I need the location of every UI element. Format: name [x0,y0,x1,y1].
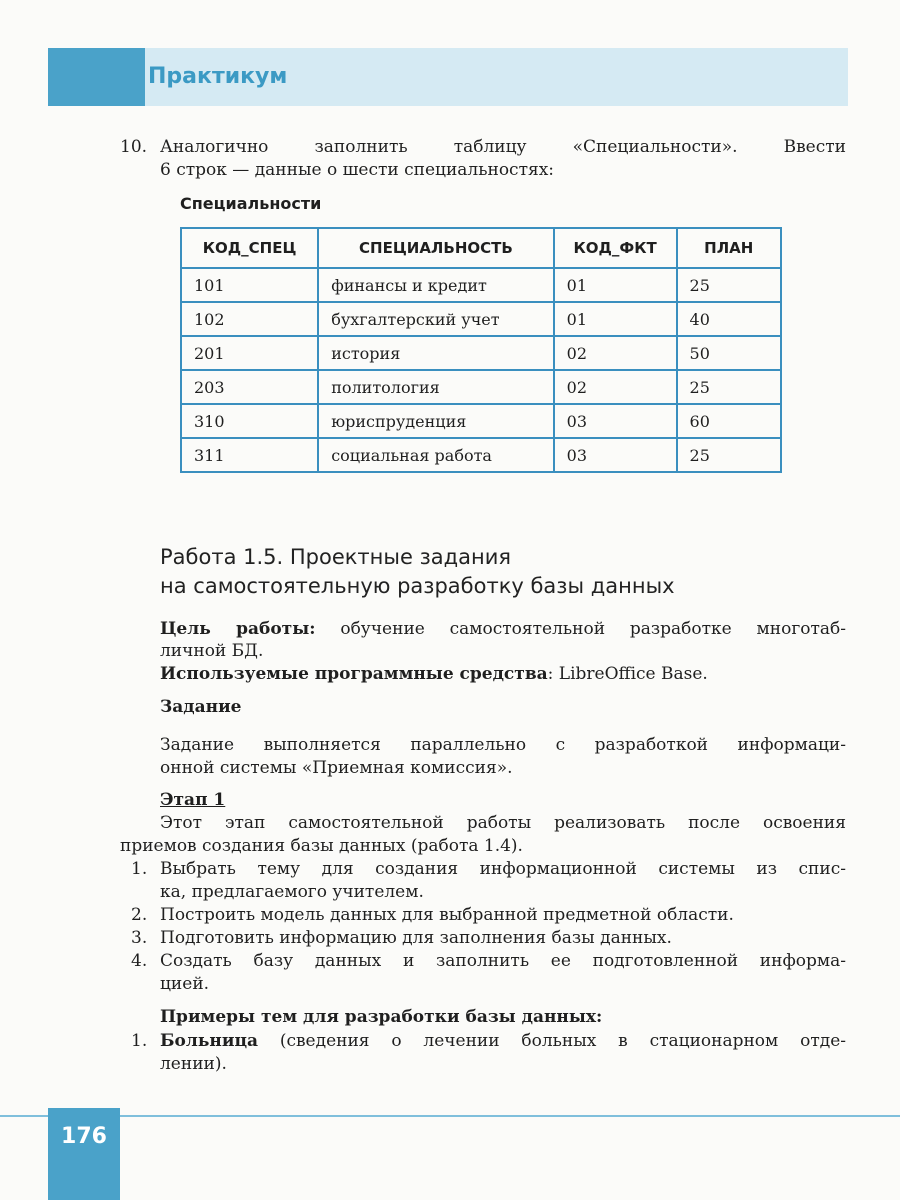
task-text-1: Задание выполняется параллельно с разработкой информаци- [160,735,846,755]
cell-specialty: социальная работа [318,438,553,472]
column-header: КОД_СПЕЦ [181,228,318,268]
cell-specialty: юриспруденция [318,404,553,438]
cell-code: 102 [181,302,318,336]
column-header: СПЕЦИАЛЬНОСТЬ [318,228,553,268]
stage-text-2: приемов создания базы данных (работа 1.4). [120,836,523,856]
stage-text-1: Этот этап самостоятельной работы реализовать после освоения [160,813,846,833]
example-line-2: лении). [160,1054,227,1074]
cell-faculty: 03 [554,438,677,472]
example-text: (сведения о лечении больных в стационарном отде- [258,1031,846,1051]
work-title-line-2: на самостоятельную разработку базы данных [160,574,675,598]
specialties-table [180,227,782,473]
section-title: Практикум [148,64,288,89]
cell-specialty: бухгалтерский учет [318,302,553,336]
table-row [181,302,781,336]
cell-specialty: история [318,336,553,370]
cell-faculty: 01 [554,302,677,336]
task-heading: Задание [160,697,242,717]
cell-code: 101 [181,268,318,302]
goal-line-1 [160,618,846,640]
step-number: 3. [131,928,148,948]
step-number: 4. [131,951,148,971]
task-number: 10. [120,137,148,157]
table-row [181,438,781,472]
cell-faculty: 03 [554,404,677,438]
step-line-1: Построить модель данных для выбранной предметной области. [160,905,734,925]
cell-specialty: финансы и кредит [318,268,553,302]
column-header: ПЛАН [677,228,781,268]
step-line-1: Подготовить информацию для заполнения базы данных. [160,928,672,948]
cell-plan: 60 [677,404,781,438]
work-title [160,543,675,601]
goal-line-2: личной БД. [160,641,264,661]
tools-label: Используемые программные средства [160,664,548,684]
cell-faculty: 01 [554,268,677,302]
example-label: Больница [160,1031,259,1051]
example-line-1 [160,1030,846,1052]
cell-code: 311 [181,438,318,472]
cell-code: 201 [181,336,318,370]
tools-line [160,663,708,685]
cell-plan: 25 [677,268,781,302]
page-number-box [48,1108,120,1200]
header-accent [48,48,145,106]
table-row [181,370,781,404]
cell-plan: 50 [677,336,781,370]
step-line-1: Создать базу данных и заполнить ее подготовленной информа- [160,951,846,971]
table-header-row [181,228,781,268]
step-number: 2. [131,905,148,925]
step-number: 1. [131,859,148,879]
step-line-2: ка, предлагаемого учителем. [160,882,424,902]
task-text-2: онной системы «Приемная комиссия». [160,758,513,778]
work-title-line-1: Работа 1.5. Проектные задания [160,545,512,569]
goal-text: обучение самостоятельной разработке многотаб- [315,619,846,639]
step-line-1: Выбрать тему для создания информационной системы из спис- [160,859,846,879]
task-line-2: 6 строк — данные о шести специальностях: [160,160,555,180]
cell-faculty: 02 [554,336,677,370]
table-row [181,268,781,302]
page-number: 176 [61,1124,107,1149]
example-number: 1. [131,1031,148,1051]
cell-plan: 25 [677,370,781,404]
step-line-2: цией. [160,974,210,994]
column-header: КОД_ФКТ [554,228,677,268]
cell-specialty: политология [318,370,553,404]
footer-rule [0,1115,900,1117]
goal-label: Цель работы: [160,619,316,639]
cell-faculty: 02 [554,370,677,404]
cell-plan: 25 [677,438,781,472]
cell-code: 310 [181,404,318,438]
examples-heading: Примеры тем для разработки базы данных: [160,1007,603,1027]
table-caption: Специальности [180,194,322,213]
stage-heading: Этап 1 [160,790,226,810]
task-line-1: Аналогично заполнить таблицу «Специальности». Ввести [160,137,846,157]
table-row [181,404,781,438]
cell-code: 203 [181,370,318,404]
cell-plan: 40 [677,302,781,336]
table-row [181,336,781,370]
tools-text: : LibreOffice Base. [547,664,708,684]
